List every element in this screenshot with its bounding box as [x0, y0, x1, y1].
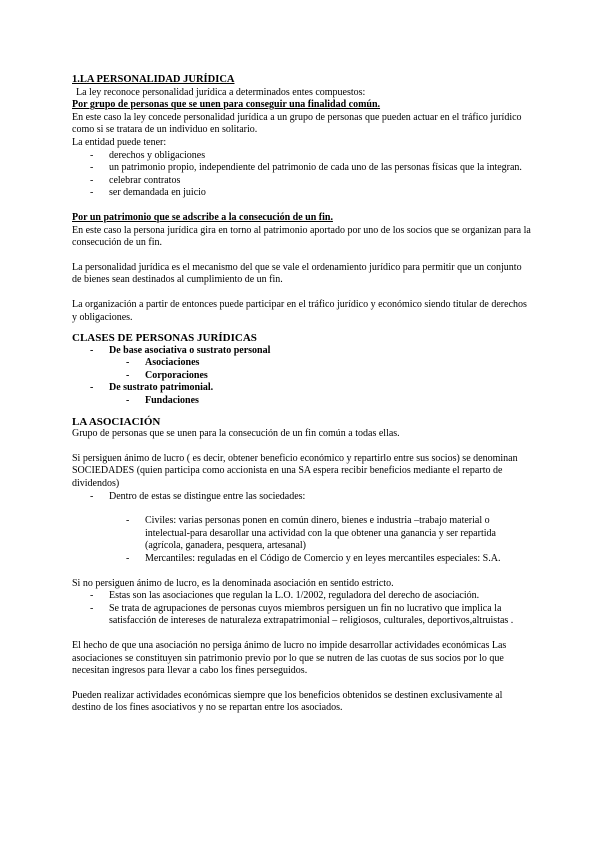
dash-bullet: - [126, 553, 130, 564]
subheading-grupo-personas: Por grupo de personas que se unen para conseguir una finalidad común. [72, 99, 381, 111]
list-item: - De sustrato patrimonial. [90, 382, 214, 394]
intro-text: La ley reconoce personalidad jurídica a determinados entes compuestos: [76, 86, 366, 98]
list-item: - Mercantiles: reguladas en el Código de Comercio y en leyes mercantiles especiales: S.A. [126, 553, 501, 564]
paragraph-actividades: El hecho de que una asociación no persiga ánimo de lucro no impide desarrollar actividades económicas Las asociaciones se constituyen sin patrimonio previo por lo que se nutren de las cuotas de sus socios por lo que necesitan ingresos para llevar a cabo los fines perseguidos. [72, 639, 507, 677]
entity-can-have-text: La entidad puede tener: [72, 136, 167, 148]
paragraph-lucro: Si persiguen ánimo de lucro ( es decir, obtener beneficio económico y repartirlo entre sus socios) se denominan SOCIEDADES (quien participa como accionista en una SA espera recibir beneficios mediante el reparto de dividendos) [72, 452, 518, 490]
list-item: - Fundaciones [126, 395, 199, 407]
dash-bullet: - [90, 602, 94, 614]
dash-bullet: - [126, 395, 130, 407]
sociedades-list [72, 491, 532, 504]
clases-list [72, 345, 532, 408]
list-item: - celebrar contratos [90, 174, 181, 186]
list-item: - derechos y obligaciones [90, 149, 206, 161]
dash-bullet: - [126, 357, 130, 369]
paragraph-organizacion: La organización a partir de entonces puede participar en el tráfico jurídico y económico siendo titular de derechos y obligaciones. [72, 298, 527, 323]
dash-bullet: - [90, 187, 94, 199]
dash-bullet: - [90, 590, 94, 602]
paragraph-beneficios: Pueden realizar actividades económicas siempre que los beneficios obtenidos se destinen exclusivamente al destino de los fines asociativos y no se repartan entre los asociados. [72, 689, 503, 714]
paragraph-definicion: Grupo de personas que se unen para la consecución de un fin común a todas ellas. [72, 428, 400, 440]
dash-bullet: - [90, 162, 94, 174]
dash-bullet: - [90, 382, 94, 394]
section-title-asociacion: LA ASOCIACIÓN [72, 415, 161, 428]
list-item: - ser demandada en juicio [90, 187, 206, 199]
paragraph-no-lucro: Si no persiguen ánimo de lucro, es la denominada asociación en sentido estricto. [72, 577, 394, 589]
dash-bullet: - [90, 490, 94, 502]
list-item: - un patrimonio propio, independiente del patrimonio de cada uno de las personas físicas que la integran. [90, 162, 522, 174]
paragraph-mecanismo: La personalidad jurídica es el mecanismo del que se vale el ordenamiento jurídico para permitir que un conjunto de bienes sean destinados al cumplimiento de un fin. [72, 261, 522, 286]
list-item: - Dentro de estas se distingue entre las sociedades: [90, 490, 306, 502]
dash-bullet: - [126, 369, 130, 381]
paragraph-grupo-personas: En este caso la ley concede personalidad jurídica a un grupo de personas que pueden actuar en el tráfico jurídico como si se tratara de un individuo en solitario. [72, 111, 522, 136]
dash-bullet: - [126, 515, 130, 527]
list-item: - De base asociativa o sustrato personal [90, 344, 271, 356]
no-lucro-list [72, 590, 532, 628]
list-item: - Estas son las asociaciones que regulan la L.O. 1/2002, reguladora del derecho de asociación. [90, 590, 480, 602]
document-body [72, 74, 532, 715]
list-item: - Corporaciones [126, 369, 208, 381]
paragraph-patrimonio: En este caso la persona jurídica gira en torno al patrimonio aportado por uno de los socios que se organizan para la consecución de un fin. [72, 224, 531, 249]
dash-bullet: - [90, 344, 94, 356]
section-title-clases: CLASES DE PERSONAS JURÍDICAS [72, 332, 257, 345]
list-item: - Civiles: varias personas ponen en común dinero, bienes e industria –trabajo material o intelectual-para desarollar una actividad con la que obtener una ganancia y ser repartida (agrícola, ganadera, pesquera, artesanal) [126, 515, 496, 552]
entity-capabilities-list [72, 150, 532, 200]
list-item: - Se trata de agrupaciones de personas cuyos miembros persiguen un fin no lucrativo que implica la satisfacción de intereses de naturaleza extrapatrimonial – religiosos, culturales, deportivos,altruistas . [90, 602, 514, 627]
subheading-patrimonio: Por un patrimonio que se adscribe a la consecución de un fin. [72, 211, 333, 223]
society-types-list [72, 515, 532, 565]
section-title-personalidad: 1.LA PERSONALIDAD JURÍDICA [72, 74, 235, 85]
dash-bullet: - [90, 174, 94, 186]
list-item: - Asociaciones [126, 357, 200, 369]
dash-bullet: - [90, 149, 94, 161]
